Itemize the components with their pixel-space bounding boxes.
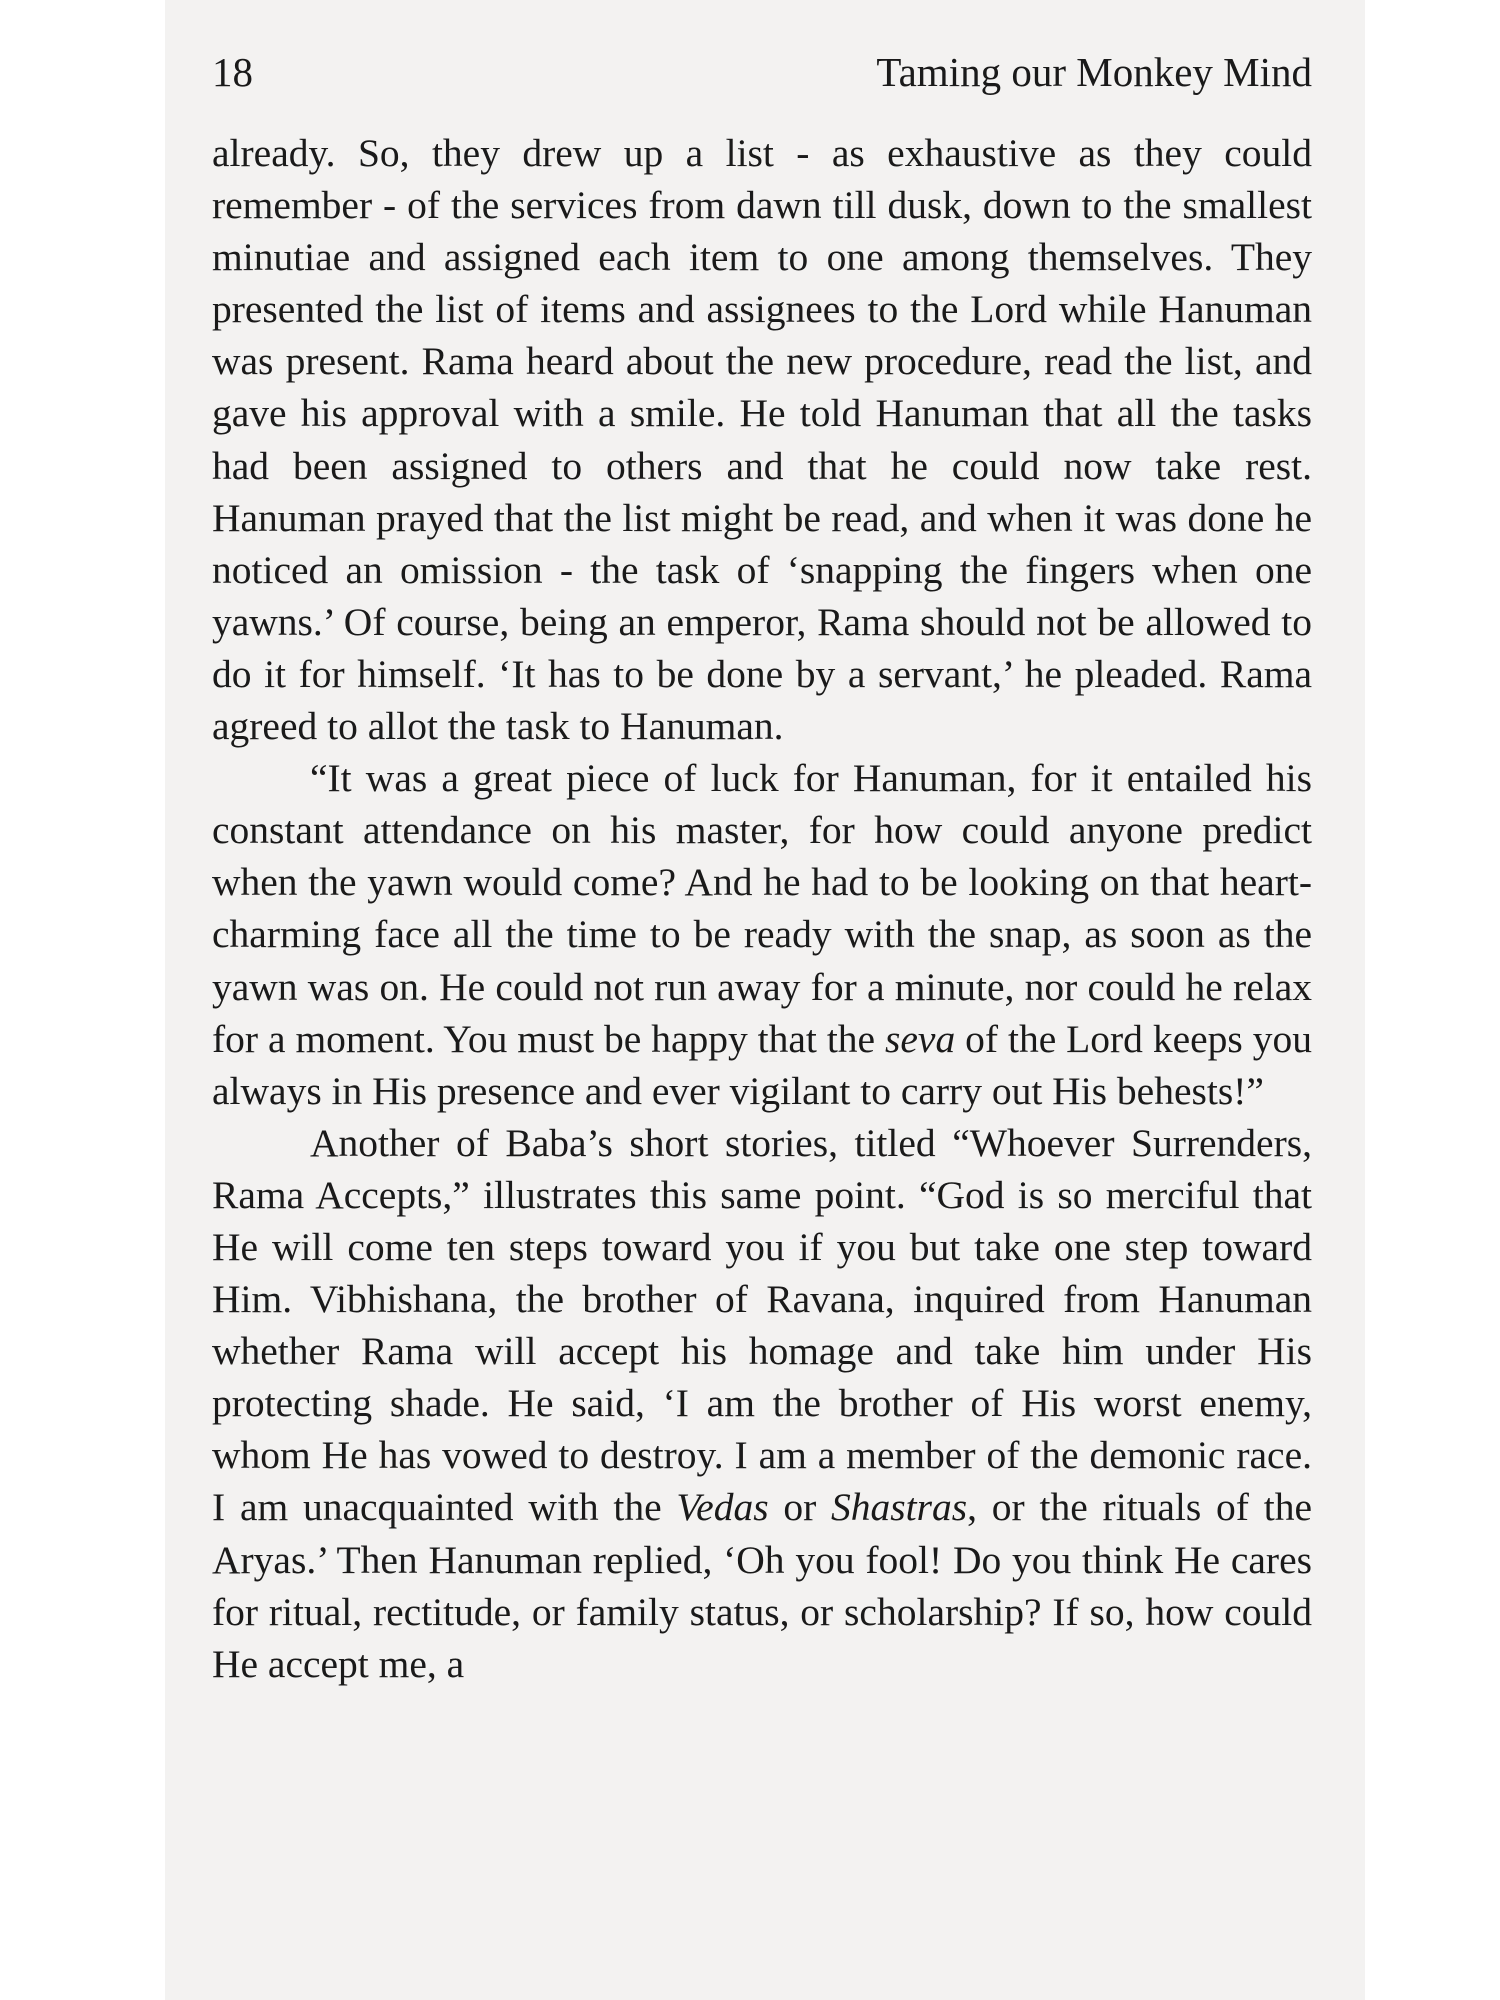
paragraph-text: already. So, they drew up a list - as exhaustive as they could remember - of the services from dawn till dusk, down to the smallest minutiae and assigned each item to one among themselves. They presented the list of items and assignees to the Lord while Hanuman was present. Rama heard about the new procedure, read the list, and gave his approval with a smile. He told Hanuman that all the tasks had been assigned to others and that he could now take rest. Hanuman prayed that the list might be read, and when it was done he noticed an omission - the task of ‘snapping the fingers when one yawns.’ Of course, being an emperor, Rama should not be allowed to do it for himself. ‘It has to be done by a servant,’ he pleaded. Rama agreed to allot the task to Hanuman.	[212, 131, 1312, 749]
book-page	[165, 0, 1365, 2000]
italic-term: Shastras	[831, 1485, 968, 1530]
page-header	[212, 48, 1312, 98]
italic-term: Vedas	[676, 1485, 769, 1530]
paragraph-text: Another of Baba’s short stories, titled “Whoever Surrenders, Rama Accepts,” illustrates this same point. “God is so merciful that He will come ten steps toward you if you but take one step toward Him. Vibhishana, the brother of Ravana, inquired from Hanuman whether Rama will accept his homage and take him under His protecting shade. He said, ‘I am the brother of His worst enemy, whom He has vowed to destroy. I am a member of the demonic race. I am unacquainted with the	[212, 1120, 1312, 1530]
paragraph-text: “It was a great piece of luck for Hanuman, for it entailed his constant attendance on his master, for how could anyone predict when the yawn would come? And he had to be looking on that heart-charming face all the time to be ready with the snap, as soon as the yawn was on. He could not run away for a minute, nor could he relax for a moment. You must be happy that the	[212, 756, 1312, 1061]
paragraph	[212, 752, 1312, 1117]
paragraph-text: of the Lord keeps you always in His presence and ever vigilant to carry out His behests!”	[212, 1016, 1312, 1113]
body-text	[212, 127, 1312, 1690]
paragraph-text: , or the rituals of the Aryas.’ Then Hanuman replied, ‘Oh you fool! Do you think He cares for ritual, rectitude, or family status, or scholarship? If so, how could He accept me, a	[212, 1485, 1312, 1686]
running-title: Taming our Monkey Mind	[876, 49, 1312, 95]
paragraph	[212, 1117, 1312, 1690]
paragraph	[212, 127, 1312, 752]
paragraph-text: or	[768, 1485, 832, 1530]
page-number: 18	[212, 49, 253, 95]
italic-term: seva	[885, 1016, 956, 1061]
